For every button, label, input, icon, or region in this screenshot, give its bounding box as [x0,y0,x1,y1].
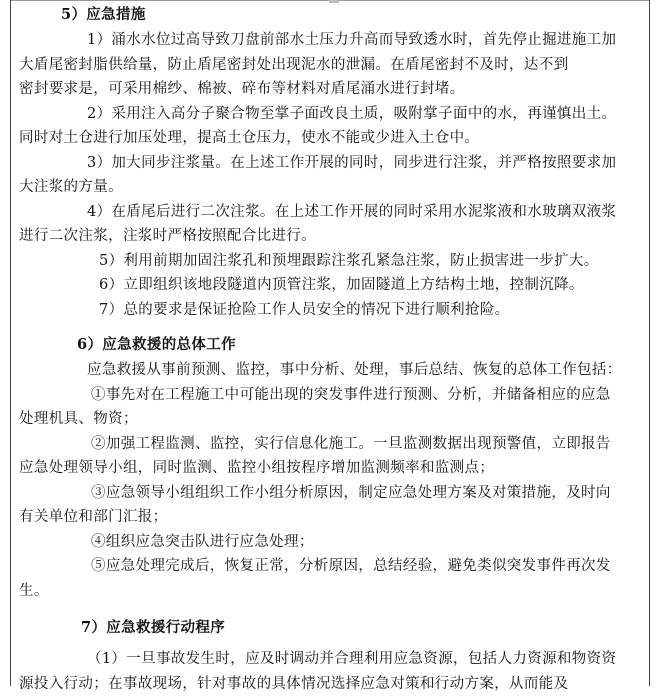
section6-line-4: ②加强工程监测、监控，实行信息化施工。一旦监测数据出现预警值，立即报告 [19,432,639,457]
section6-line-6: ③应急领导小组组织工作小组分析原因，制定应急处理方案及对策措施，及时向 [19,481,639,506]
section5-line-2: 大盾尾密封脂供给量，防止盾尾密封处出现泥水的泄漏。在盾尾密封不及时，达不到 [19,53,639,78]
section5-line-7: 大注浆的方量。 [19,175,639,200]
section5-line-10: 5）利用前期加固注浆孔和预埋跟踪注浆孔紧急注浆，防止损害进一步扩大。 [19,249,639,274]
section5-line-3: 密封要求是，可采用棉纱、棉被、碎布等材料对盾尾涌水进行封堵。 [19,77,639,102]
section7-line-2: 源投入行动；在事故现场，针对事故的具体情况选择应急对策和行动方案，从而能及 [19,672,639,696]
section5-line-1: 1）涌水水位过高导致刀盘前部水土压力升高而导致透水时，首先停止掘进施工加 [19,28,639,53]
section6-line-7: 有关单位和部门汇报； [19,505,639,530]
section5-line-5: 同时对土仓进行加压处理，提高土仓压力，使水不能或少进入土仓中。 [19,126,639,151]
section5-line-12: 7）总的要求是保证抢险工作人员安全的情况下进行顺利抢险。 [19,298,639,323]
section6-line-10: 生。 [19,579,639,604]
spacer [19,322,639,332]
section5-line-11: 6）立即组织该地段隧道内顶管注浆，加固隧道上方结构土地，控制沉降。 [19,273,639,298]
section5-line-9: 进行二次注浆，注浆时严格按照配合比进行。 [19,224,639,249]
section6-heading: 6）应急救援的总体工作 [19,332,639,358]
document-body [19,2,639,696]
section6-line-9: ⑤应急处理完成后，恢复正常，分析原因，总结经验，避免类似突发事件再次发 [19,554,639,579]
section6-line-3: 处理机具、物资； [19,407,639,432]
section6-line-1: 应急救援从事前预测、监控，事中分析、处理，事后总结、恢复的总体工作包括： [19,358,639,383]
section5-line-4: 2）采用注入高分子聚合物至掌子面改良土质，吸附掌子面中的水，再谨慎出土。 [19,102,639,127]
section6-line-8: ④组织应急突击队进行应急处理； [19,530,639,555]
document-frame [10,0,650,686]
section6-line-2: ①事先对在工程施工中可能出现的突发事件进行预测、分析，并储备相应的应急 [19,383,639,408]
section7-heading: 7）应急救援行动程序 [19,615,639,641]
section5-heading: 5）应急措施 [19,2,639,28]
section6-line-5: 应急处理领导小组，同时监测、监控小组按程序增加监测频率和监测点； [19,456,639,481]
section7-line-1: （1）一旦事故发生时，应及时调动并合理利用应急资源，包括人力资源和物资资 [19,647,639,672]
section5-line-6: 3）加大同步注浆量。在上述工作开展的同时，同步进行注浆，并严格按照要求加 [19,151,639,176]
spacer [19,603,639,615]
section5-line-8: 4）在盾尾后进行二次注浆。在上述工作开展的同时采用水泥浆液和水玻璃双液浆 [19,200,639,225]
